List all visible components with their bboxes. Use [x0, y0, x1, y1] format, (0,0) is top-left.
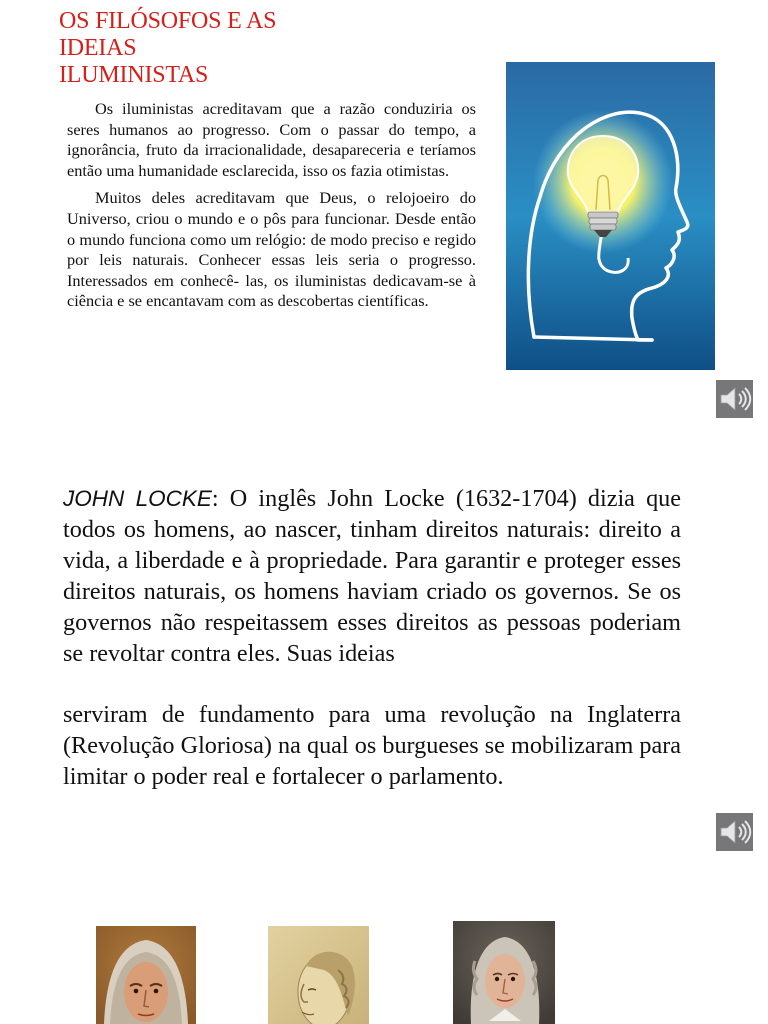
head-lightbulb-icon	[506, 62, 715, 370]
intro-paragraph: Muitos deles acreditavam que Deus, o relojoeiro do Universo, criou o mundo e o pôs para funcionar. Desde então o mundo funciona como um relógio: de modo preciso e regido por leis naturais. Conhecer essas leis seria o progresso. Interessados em conhecê- las, os iluministas dedicavam-se à ciência e se encantavam com as descobertas científicas.	[67, 188, 476, 311]
speaker-icon[interactable]	[716, 380, 753, 418]
john-locke-separator: :	[211, 485, 219, 512]
title-line: ILUMINISTAS	[59, 62, 209, 88]
john-locke-name: JOHN LOCKE	[63, 486, 212, 511]
john-locke-continuation: serviram de fundamento para uma revolução na Inglaterra (Revolução Gloriosa) na qual os burgueses se mobilizaram para limitar o poder real e fortalecer o parlamento.	[63, 701, 681, 790]
title-line: IDEIAS	[59, 35, 137, 61]
intro-paragraph: Os iluministas acreditavam que a razão conduziria os seres humanos ao progresso. Com o passar do tempo, a ignorância, fruto da irracionalidade, desapareceria e teríamos então uma humanidade esclarecida, isso os fazia otimistas.	[67, 99, 476, 180]
voltaire-portrait	[453, 921, 555, 1024]
intro-text	[67, 99, 476, 319]
john-locke-paragraph	[63, 483, 681, 669]
john-locke-portrait	[96, 926, 196, 1024]
speaker-icon[interactable]	[716, 813, 753, 851]
page-title	[59, 8, 359, 89]
john-locke-text: O inglês John Locke (1632-1704) dizia que todos os homens, ao nascer, tinham direitos naturais: direito a vida, a liberdade e à propriedade. Para garantir e proteger esses direitos naturais, os homens haviam criado os governos. Se os governos não respeitassem esses direitos as pessoas poderiam se revoltar contra eles. Suas ideias	[63, 485, 682, 667]
title-line: OS FILÓSOFOS E AS	[59, 8, 277, 34]
montesquieu-portrait	[268, 926, 369, 1024]
